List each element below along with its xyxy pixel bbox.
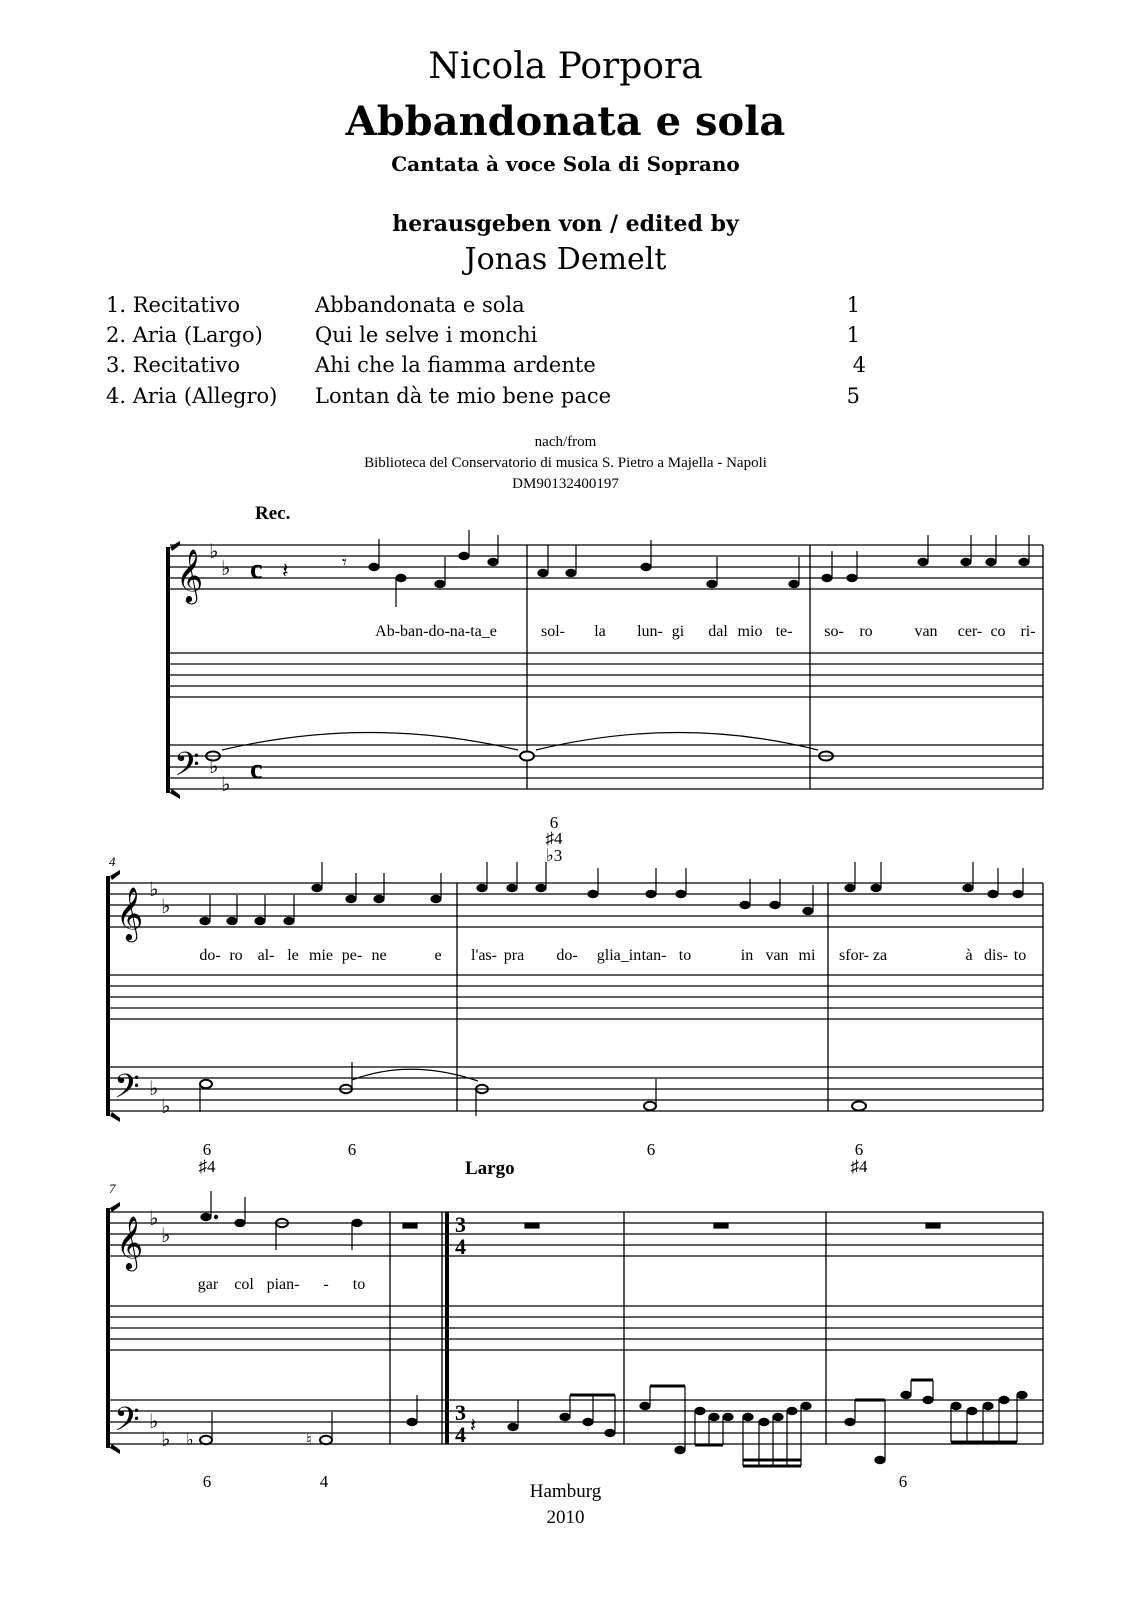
work-subtitle: Cantata à voce Sola di Soprano xyxy=(391,152,740,176)
svg-text:♭: ♭ xyxy=(161,894,171,918)
treble-clef-icon: 𝄞 xyxy=(116,1215,144,1269)
edited-by-label: herausgeben von / edited by xyxy=(392,211,739,237)
lyric-syllable: pe- xyxy=(341,947,363,964)
contents-number: 1. Recitativo xyxy=(106,293,241,317)
figure: 4 xyxy=(319,1472,329,1491)
treble-clef-icon: 𝄞 xyxy=(176,548,204,602)
barlines xyxy=(527,545,1043,789)
lyric-syllable: gi xyxy=(671,623,685,640)
lyric-syllable: za xyxy=(872,947,888,964)
lyric-syllable: dis- xyxy=(984,947,1008,964)
quarter-rest-icon: 𝄽 xyxy=(470,1413,477,1437)
lyric-syllable: dal xyxy=(708,623,728,640)
contents-title: Ahi che la fiamma ardente xyxy=(315,353,596,377)
svg-text:♭: ♭ xyxy=(221,556,231,580)
contents-page: 5 xyxy=(846,384,860,408)
lyric-syllable: mie xyxy=(309,947,333,964)
lyric-syllable: Ab-ban-do-na-ta_e xyxy=(375,623,497,640)
bass-staff xyxy=(110,1067,1043,1111)
lyric-syllable: le xyxy=(287,947,299,964)
contents-number: 4. Aria (Allegro) xyxy=(106,384,278,408)
lyric-syllable: do- xyxy=(556,947,578,964)
melody-notes xyxy=(200,862,1023,925)
svg-text:3: 3 xyxy=(455,1212,466,1237)
tempo-marking: Rec. xyxy=(255,503,291,524)
svg-text:c: c xyxy=(250,554,263,585)
lyric-syllable: ri- xyxy=(1020,623,1036,640)
figure: ♯4 xyxy=(545,829,563,848)
lyric-syllable: lun- xyxy=(637,623,663,640)
lyric-syllable: tan- xyxy=(641,947,667,964)
quarter-rest-icon: 𝄽 xyxy=(282,559,289,584)
eighth-rest-icon: 𝄾 xyxy=(342,552,347,573)
figure: 6 xyxy=(646,1140,656,1159)
figure: ♯4 xyxy=(850,1157,868,1176)
lyric-syllable: pian- xyxy=(266,1276,300,1293)
system-2 xyxy=(106,854,1043,1176)
figure: 6 xyxy=(202,1472,212,1491)
contents-title: Qui le selve i monchi xyxy=(315,323,538,347)
svg-text:♭: ♭ xyxy=(149,1076,159,1100)
publication-city: Hamburg xyxy=(529,1481,602,1502)
lyric-syllable: so- xyxy=(824,623,844,640)
figure: 6 xyxy=(202,1140,212,1159)
lyric-syllable: - xyxy=(323,1276,329,1293)
figured-bass xyxy=(546,813,564,865)
lyric-syllable: e xyxy=(434,947,442,964)
svg-text:♭: ♭ xyxy=(161,1094,171,1118)
svg-text:♭: ♭ xyxy=(221,772,231,796)
contents-number: 3. Recitativo xyxy=(106,353,241,377)
bass-staff xyxy=(170,745,1043,789)
lyric-syllable: co xyxy=(990,623,1006,640)
lyric-syllable: sfor- xyxy=(839,947,869,964)
lyric-syllable: col xyxy=(234,1276,254,1293)
lyric-syllable: mio xyxy=(737,623,763,640)
bass-staff xyxy=(110,1400,1043,1444)
empty-staff xyxy=(110,1306,1043,1350)
measure-number: 7 xyxy=(109,1181,116,1196)
lyric-syllable: ro xyxy=(229,947,243,964)
treble-staff xyxy=(170,545,1043,589)
contents-title: Abbandonata e sola xyxy=(315,293,525,317)
lyric-syllable: gar xyxy=(197,1276,219,1293)
svg-text:♭: ♭ xyxy=(161,1427,171,1451)
lyric-syllable: do- xyxy=(199,947,221,964)
source-library: Biblioteca del Conservatorio di musica S. Pietro a Majella - Napoli xyxy=(364,455,767,471)
contents-page: 4 xyxy=(852,353,866,377)
svg-text:4: 4 xyxy=(455,1234,466,1259)
svg-text:♮: ♮ xyxy=(306,1430,312,1449)
contents-page: 1 xyxy=(846,323,860,347)
lyric-syllable: al- xyxy=(257,947,275,964)
treble-clef-icon: 𝄞 xyxy=(116,886,144,940)
lyrics-line-1 xyxy=(375,623,1035,640)
lyric-syllable: van xyxy=(765,947,789,964)
empty-staff xyxy=(110,975,1043,1019)
lyric-syllable: sol- xyxy=(541,623,565,640)
work-title: Abbandonata e sola xyxy=(345,98,786,145)
publication-footer xyxy=(0,1479,1131,1531)
lyric-syllable: ne xyxy=(371,947,387,964)
svg-text:♭: ♭ xyxy=(186,1430,194,1449)
source-shelfmark: DM90132400197 xyxy=(512,476,619,492)
lyric-syllable: to xyxy=(678,947,692,964)
melody-notes xyxy=(201,1191,940,1250)
lyric-syllable: to xyxy=(1013,947,1027,964)
lyric-syllable: pra xyxy=(503,947,525,964)
figure: 6 xyxy=(854,1140,864,1159)
lyric-syllable: in xyxy=(740,947,754,964)
publication-year: 2010 xyxy=(546,1507,585,1528)
svg-text:4: 4 xyxy=(455,1422,466,1447)
lyric-syllable: la xyxy=(594,623,606,640)
editor-name: Jonas Demelt xyxy=(464,242,667,277)
bass-notes xyxy=(186,1380,1027,1466)
contents-title: Lontan dà te mio bene pace xyxy=(315,384,612,408)
lyrics-line-2 xyxy=(199,947,1026,964)
figure: ♯4 xyxy=(198,1157,216,1176)
figure: 6 xyxy=(549,813,559,832)
svg-text:c: c xyxy=(250,754,263,785)
svg-text:♭: ♭ xyxy=(209,539,219,563)
svg-text:♭: ♭ xyxy=(209,754,219,778)
figure: 6 xyxy=(898,1472,908,1491)
system-3 xyxy=(106,1181,1043,1491)
lyric-syllable: mi xyxy=(798,947,816,964)
lyric-syllable: te- xyxy=(775,623,793,640)
svg-text:♭: ♭ xyxy=(161,1223,171,1247)
lyric-syllable: glia_in xyxy=(596,947,642,964)
tempo-marking: Largo xyxy=(465,1158,515,1179)
lyrics-line-3 xyxy=(198,1276,365,1293)
svg-text:♭: ♭ xyxy=(149,1206,159,1230)
lyric-syllable: l'as- xyxy=(471,947,497,964)
system-1 xyxy=(166,530,1043,865)
lyric-syllable: ro xyxy=(859,623,873,640)
figure: ♭3 xyxy=(545,846,563,865)
lyric-syllable: cer- xyxy=(957,623,983,640)
empty-staff xyxy=(170,653,1043,697)
treble-staff xyxy=(110,1212,1043,1256)
contents-page: 1 xyxy=(846,293,860,317)
contents-number: 2. Aria (Largo) xyxy=(106,323,263,347)
bass-clef-icon: 𝄢 xyxy=(174,746,200,792)
measure-number: 4 xyxy=(109,854,116,869)
svg-text:♭: ♭ xyxy=(149,1409,159,1433)
composer-name: Nicola Porpora xyxy=(428,46,703,87)
lyric-syllable: to xyxy=(352,1276,366,1293)
svg-text:3: 3 xyxy=(455,1400,466,1425)
svg-text:♭: ♭ xyxy=(149,877,159,901)
figured-bass xyxy=(199,1140,869,1176)
lyric-syllable: van xyxy=(914,623,938,640)
bass-clef-icon: 𝄢 xyxy=(114,1401,140,1447)
bass-clef-icon: 𝄢 xyxy=(114,1068,140,1114)
source-line: nach/from xyxy=(534,434,597,450)
melody-notes xyxy=(282,530,1029,607)
lyric-syllable: à xyxy=(965,947,973,964)
treble-staff xyxy=(110,883,1043,927)
time-signature-icon xyxy=(455,1212,466,1447)
figure: 6 xyxy=(347,1140,357,1159)
